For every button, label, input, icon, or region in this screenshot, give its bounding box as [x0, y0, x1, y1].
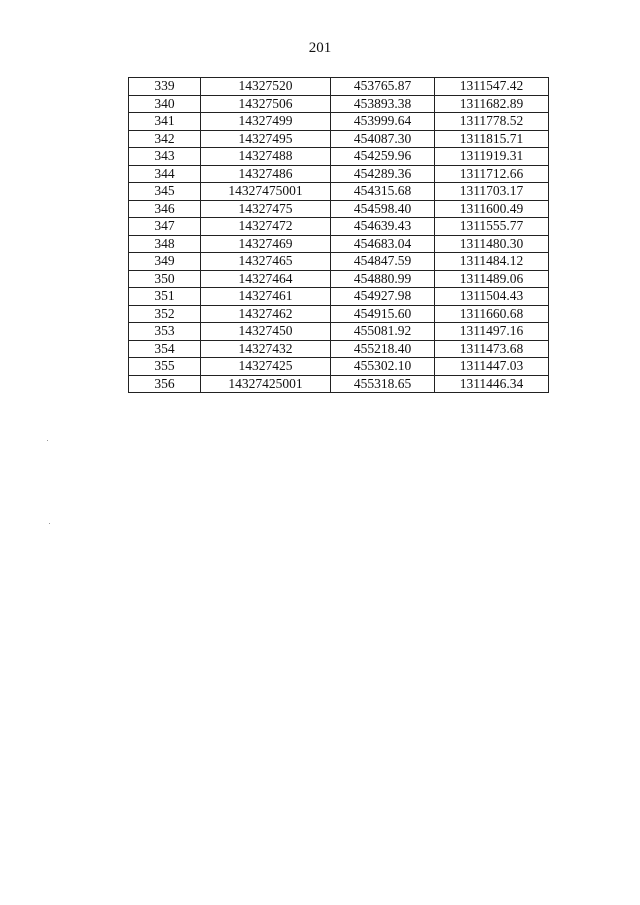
- table-row: [129, 253, 549, 271]
- row-number-cell: 352: [129, 305, 201, 323]
- x-coordinate-cell: 454639.43: [331, 218, 435, 236]
- y-coordinate-cell: 1311600.49: [435, 200, 549, 218]
- page-number: 201: [308, 40, 332, 56]
- x-coordinate-cell: 454087.30: [331, 130, 435, 148]
- row-number-cell: 344: [129, 165, 201, 183]
- y-coordinate-cell: 1311815.71: [435, 130, 549, 148]
- point-id-cell: 14327475: [201, 200, 331, 218]
- table-row: [129, 148, 549, 166]
- point-id-cell: 14327469: [201, 235, 331, 253]
- x-coordinate-cell: 453893.38: [331, 95, 435, 113]
- y-coordinate-cell: 1311480.30: [435, 235, 549, 253]
- y-coordinate-cell: 1311555.77: [435, 218, 549, 236]
- row-number-cell: 342: [129, 130, 201, 148]
- row-number-cell: 345: [129, 183, 201, 201]
- table-row: [129, 375, 549, 393]
- x-coordinate-cell: 454915.60: [331, 305, 435, 323]
- y-coordinate-cell: 1311484.12: [435, 253, 549, 271]
- table-row: [129, 95, 549, 113]
- x-coordinate-cell: 454847.59: [331, 253, 435, 271]
- point-id-cell: 14327475001: [201, 183, 331, 201]
- table-row: [129, 340, 549, 358]
- x-coordinate-cell: 454598.40: [331, 200, 435, 218]
- coordinates-table-body: [129, 78, 549, 393]
- row-number-cell: 346: [129, 200, 201, 218]
- row-number-cell: 353: [129, 323, 201, 341]
- y-coordinate-cell: 1311489.06: [435, 270, 549, 288]
- table-row: [129, 358, 549, 376]
- row-number-cell: 350: [129, 270, 201, 288]
- point-id-cell: 14327462: [201, 305, 331, 323]
- row-number-cell: 351: [129, 288, 201, 306]
- point-id-cell: 14327520: [201, 78, 331, 96]
- point-id-cell: 14327432: [201, 340, 331, 358]
- y-coordinate-cell: 1311919.31: [435, 148, 549, 166]
- table-row: [129, 183, 549, 201]
- x-coordinate-cell: 453765.87: [331, 78, 435, 96]
- point-id-cell: 14327499: [201, 113, 331, 131]
- table-row: [129, 305, 549, 323]
- y-coordinate-cell: 1311447.03: [435, 358, 549, 376]
- x-coordinate-cell: 455302.10: [331, 358, 435, 376]
- table-row: [129, 200, 549, 218]
- row-number-cell: 339: [129, 78, 201, 96]
- point-id-cell: 14327472: [201, 218, 331, 236]
- table-row: [129, 270, 549, 288]
- table-row: [129, 130, 549, 148]
- row-number-cell: 343: [129, 148, 201, 166]
- y-coordinate-cell: 1311778.52: [435, 113, 549, 131]
- point-id-cell: 14327464: [201, 270, 331, 288]
- x-coordinate-cell: 454683.04: [331, 235, 435, 253]
- x-coordinate-cell: 454289.36: [331, 165, 435, 183]
- x-coordinate-cell: 455081.92: [331, 323, 435, 341]
- point-id-cell: 14327495: [201, 130, 331, 148]
- point-id-cell: 14327425: [201, 358, 331, 376]
- point-id-cell: 14327486: [201, 165, 331, 183]
- y-coordinate-cell: 1311473.68: [435, 340, 549, 358]
- scan-speck: [49, 523, 50, 524]
- x-coordinate-cell: 453999.64: [331, 113, 435, 131]
- point-id-cell: 14327450: [201, 323, 331, 341]
- table-row: [129, 235, 549, 253]
- table-row: [129, 113, 549, 131]
- coordinates-table: [128, 77, 549, 393]
- x-coordinate-cell: 455218.40: [331, 340, 435, 358]
- x-coordinate-cell: 454927.98: [331, 288, 435, 306]
- table-row: [129, 323, 549, 341]
- row-number-cell: 341: [129, 113, 201, 131]
- y-coordinate-cell: 1311504.43: [435, 288, 549, 306]
- y-coordinate-cell: 1311712.66: [435, 165, 549, 183]
- row-number-cell: 354: [129, 340, 201, 358]
- row-number-cell: 348: [129, 235, 201, 253]
- y-coordinate-cell: 1311446.34: [435, 375, 549, 393]
- row-number-cell: 340: [129, 95, 201, 113]
- point-id-cell: 14327465: [201, 253, 331, 271]
- x-coordinate-cell: 454315.68: [331, 183, 435, 201]
- row-number-cell: 356: [129, 375, 201, 393]
- table-row: [129, 218, 549, 236]
- table-row: [129, 288, 549, 306]
- row-number-cell: 355: [129, 358, 201, 376]
- y-coordinate-cell: 1311682.89: [435, 95, 549, 113]
- x-coordinate-cell: 454259.96: [331, 148, 435, 166]
- table-row: [129, 165, 549, 183]
- row-number-cell: 349: [129, 253, 201, 271]
- scan-speck: [47, 440, 48, 441]
- y-coordinate-cell: 1311497.16: [435, 323, 549, 341]
- x-coordinate-cell: 454880.99: [331, 270, 435, 288]
- y-coordinate-cell: 1311660.68: [435, 305, 549, 323]
- x-coordinate-cell: 455318.65: [331, 375, 435, 393]
- point-id-cell: 14327506: [201, 95, 331, 113]
- y-coordinate-cell: 1311703.17: [435, 183, 549, 201]
- point-id-cell: 14327461: [201, 288, 331, 306]
- table-row: [129, 78, 549, 96]
- row-number-cell: 347: [129, 218, 201, 236]
- y-coordinate-cell: 1311547.42: [435, 78, 549, 96]
- point-id-cell: 14327488: [201, 148, 331, 166]
- point-id-cell: 14327425001: [201, 375, 331, 393]
